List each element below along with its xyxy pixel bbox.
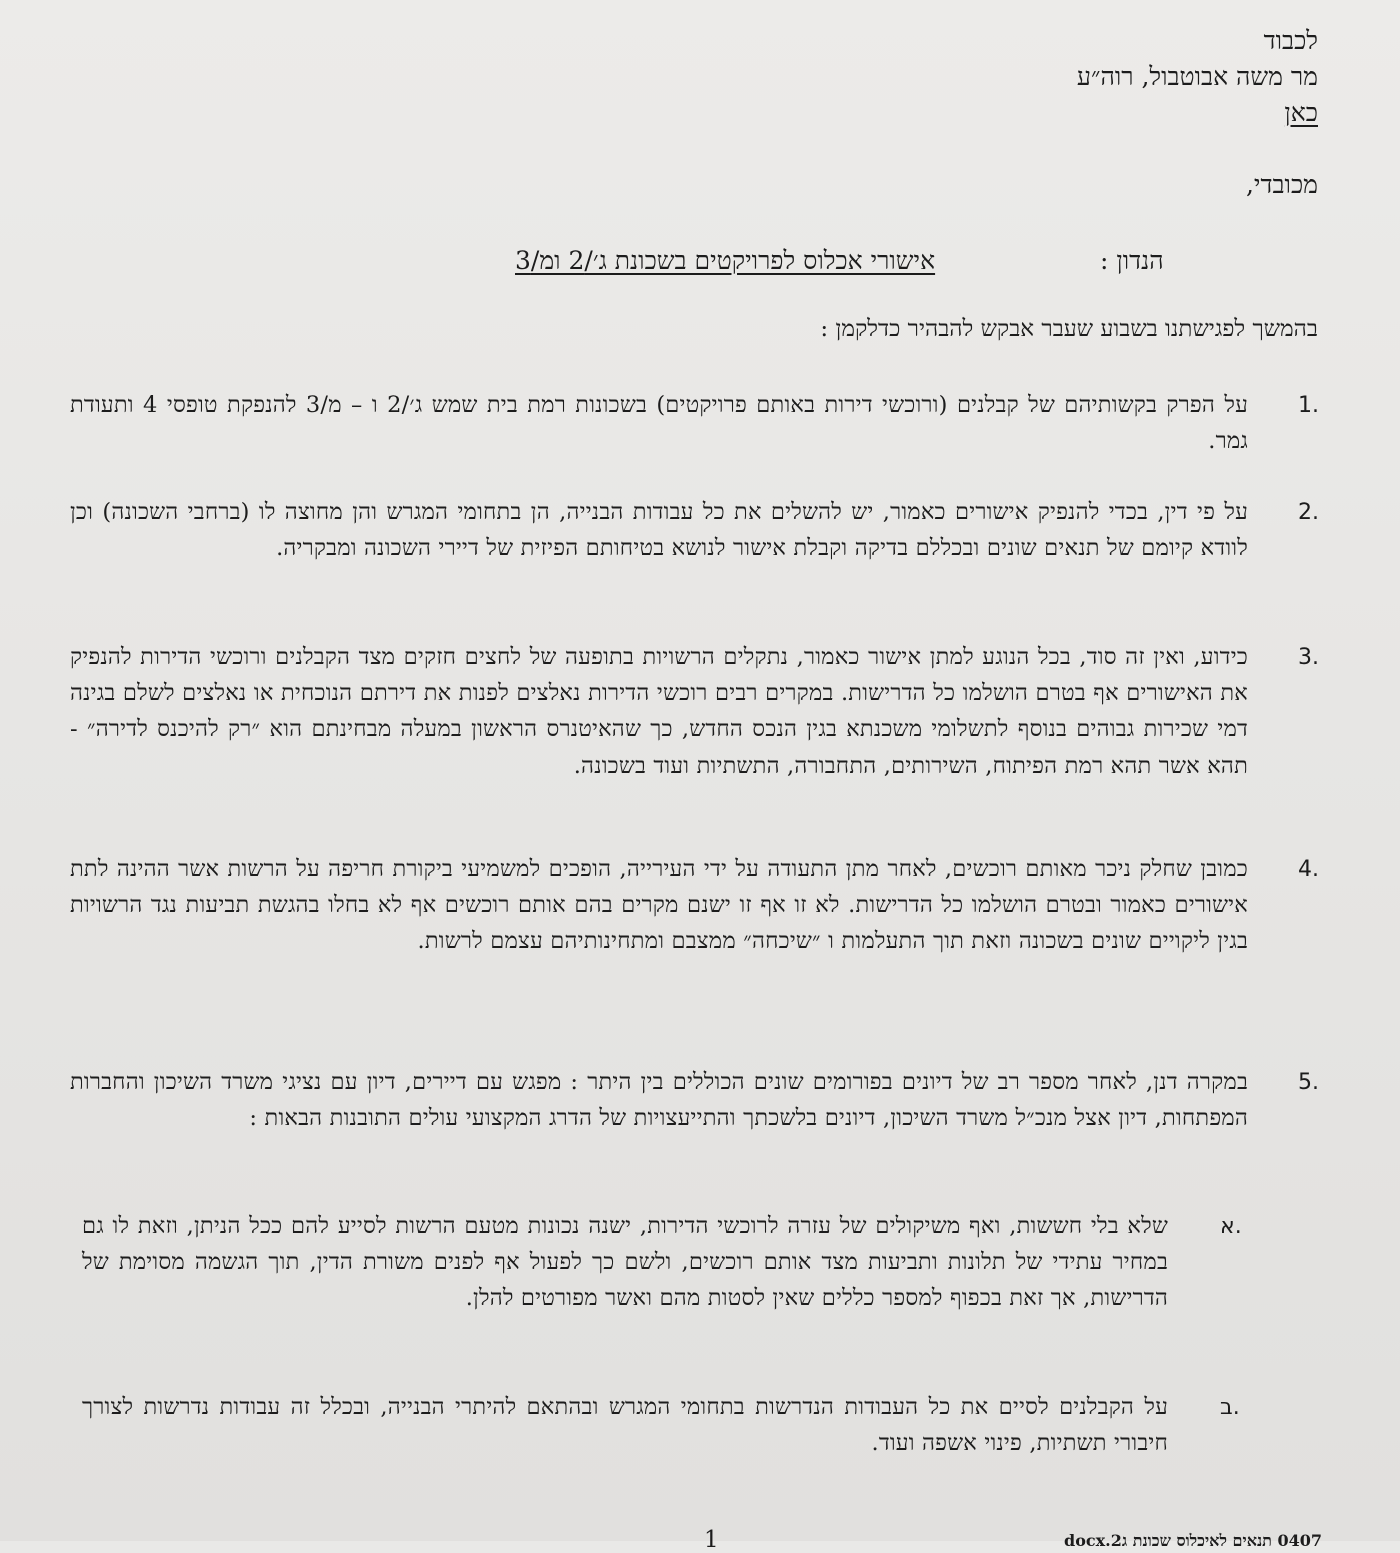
- subitem-text: על הקבלנים לסיים את כל העבודות הנדרשות בתחומי המגרש ובהתאם להיתרי הבנייה, ובכלל זה עבודות נדרשות לצורך חיבורי תשתיות, פינוי אשפה ועוד.: [82, 1394, 1168, 1457]
- item-number: 2.: [1298, 500, 1319, 525]
- subitem-text: שלא בלי חששות, ואף משיקולים של עזרה לרוכשי הדירות, ישנה נכונות מטעם הרשות לסייע להם ככל הניתן, וזאת לו גם במחיר עתידי של תלונות ותביעות מצד אותם רוכשים, ולשם כך לפעול אף לפנים משורת הדין, תוך הגשמה מסוימת של הדרישות, אך זאת בכפוף למספר כללים שאין לסטות מהם ואשר מפורטים להלן.: [82, 1213, 1168, 1312]
- intro-line: בהמשך לפגישתנו בשבוע שעבר אבקש להבהיר כדלקמן :: [820, 316, 1318, 342]
- item-text: כידוע, ואין זה סוד, בכל הנוגע למתן אישור כאמור, נתקלים הרשויות בתופעה של לחצים חזקים מצד הקבלנים ורוכשי הדירות להנפיק את האישורים אף בטרם הושלמו כל הדרישות. במקרים רבים רוכשי הדירות נאלצים לפנות את דירתם הנוכחית או נאלצים לשלם בגינה דמי שכירות גבוהים בנוסף לתשלומי משכנתא בגין הנכס החדש, כך שהאיטנרס הראשון במעלה מבחינתם הוא ״רק להיכנס לדירה״ - תהא אשר תהא רמת הפיתוח, השירותים, התחבורה, התשתיות ועוד בשכונה.: [70, 644, 1248, 779]
- item-number: 5.: [1298, 1070, 1319, 1095]
- item-text: על הפרק בקשותיהם של קבלנים (ורוכשי דירות באותם פרויקטים) בשכונות רמת בית שמש ג׳/2 ו – מ/3 להנפקת טופסי 4 ותעודת גמר.: [70, 392, 1249, 455]
- subject-text: אישורי אכלוס לפרויקטים בשכונת ג׳/2 ומ/3: [515, 246, 936, 275]
- subitem-letter: ב.: [1220, 1395, 1240, 1420]
- salutation: לכבוד: [1263, 26, 1318, 55]
- page-number: 1: [704, 1527, 719, 1553]
- recipient-name: מר משה אבוטבול, רוה״ע: [1076, 62, 1318, 91]
- item-number: 4.: [1298, 857, 1319, 882]
- item-text: על פי דין, בכדי להנפיק אישורים כאמור, יש להשלים את כל עבודות הבנייה, הן בתחומי המגרש והן מחוצה לו (ברחבי השכונה) וכן לוודא קיומם של תנאים שונים ובכללם בדיקה וקבלת אישור לנושא בטיחותם הפיזית של דיירי השכונה ומבקריה.: [70, 499, 1248, 562]
- subitem-letter: א.: [1220, 1214, 1242, 1239]
- subject-label: הנדון :: [1100, 246, 1164, 275]
- item-text: במקרה דנן, לאחר מספר רב של דיונים בפורומים שונים הכוללים בין היתר : מפגש עם דיירים, דיון עם נציגי משרד השיכון והחברות המפתחות, דיון אצל מנכ״ל משרד השיכון, דיונים בלשכתך והתייעצויות של הדרג המקצועי עולים התובנות הבאות :: [70, 1069, 1248, 1132]
- item-number: 1.: [1298, 393, 1319, 418]
- item-number: 3.: [1298, 645, 1319, 670]
- item-text: כמובן שחלק ניכר מאותם רוכשים, לאחר מתן התעודה על ידי העירייה, הופכים למשמיעי ביקורת חריפה על הרשות אשר ההינה לתת אישורים כאמור ובטרם הושלמו כל הדרישות. לא זו אף זו ישנם מקרים בהם אותם רוכשים אף לא בחלו בהגשת תביעות נגד הרשויות בגין ליקויים שונים בשכונה וזאת תוך התעלמות ו ״שיכחה״ ממצבם ומתחינותיהם עצמם לרשות.: [70, 856, 1248, 955]
- footer-file-name: 0407 תנאים לאיכלוס שכונת ג2.docx: [1064, 1531, 1323, 1550]
- recipient-location: כאן: [1284, 98, 1318, 127]
- greeting: מכובדי,: [1245, 170, 1318, 199]
